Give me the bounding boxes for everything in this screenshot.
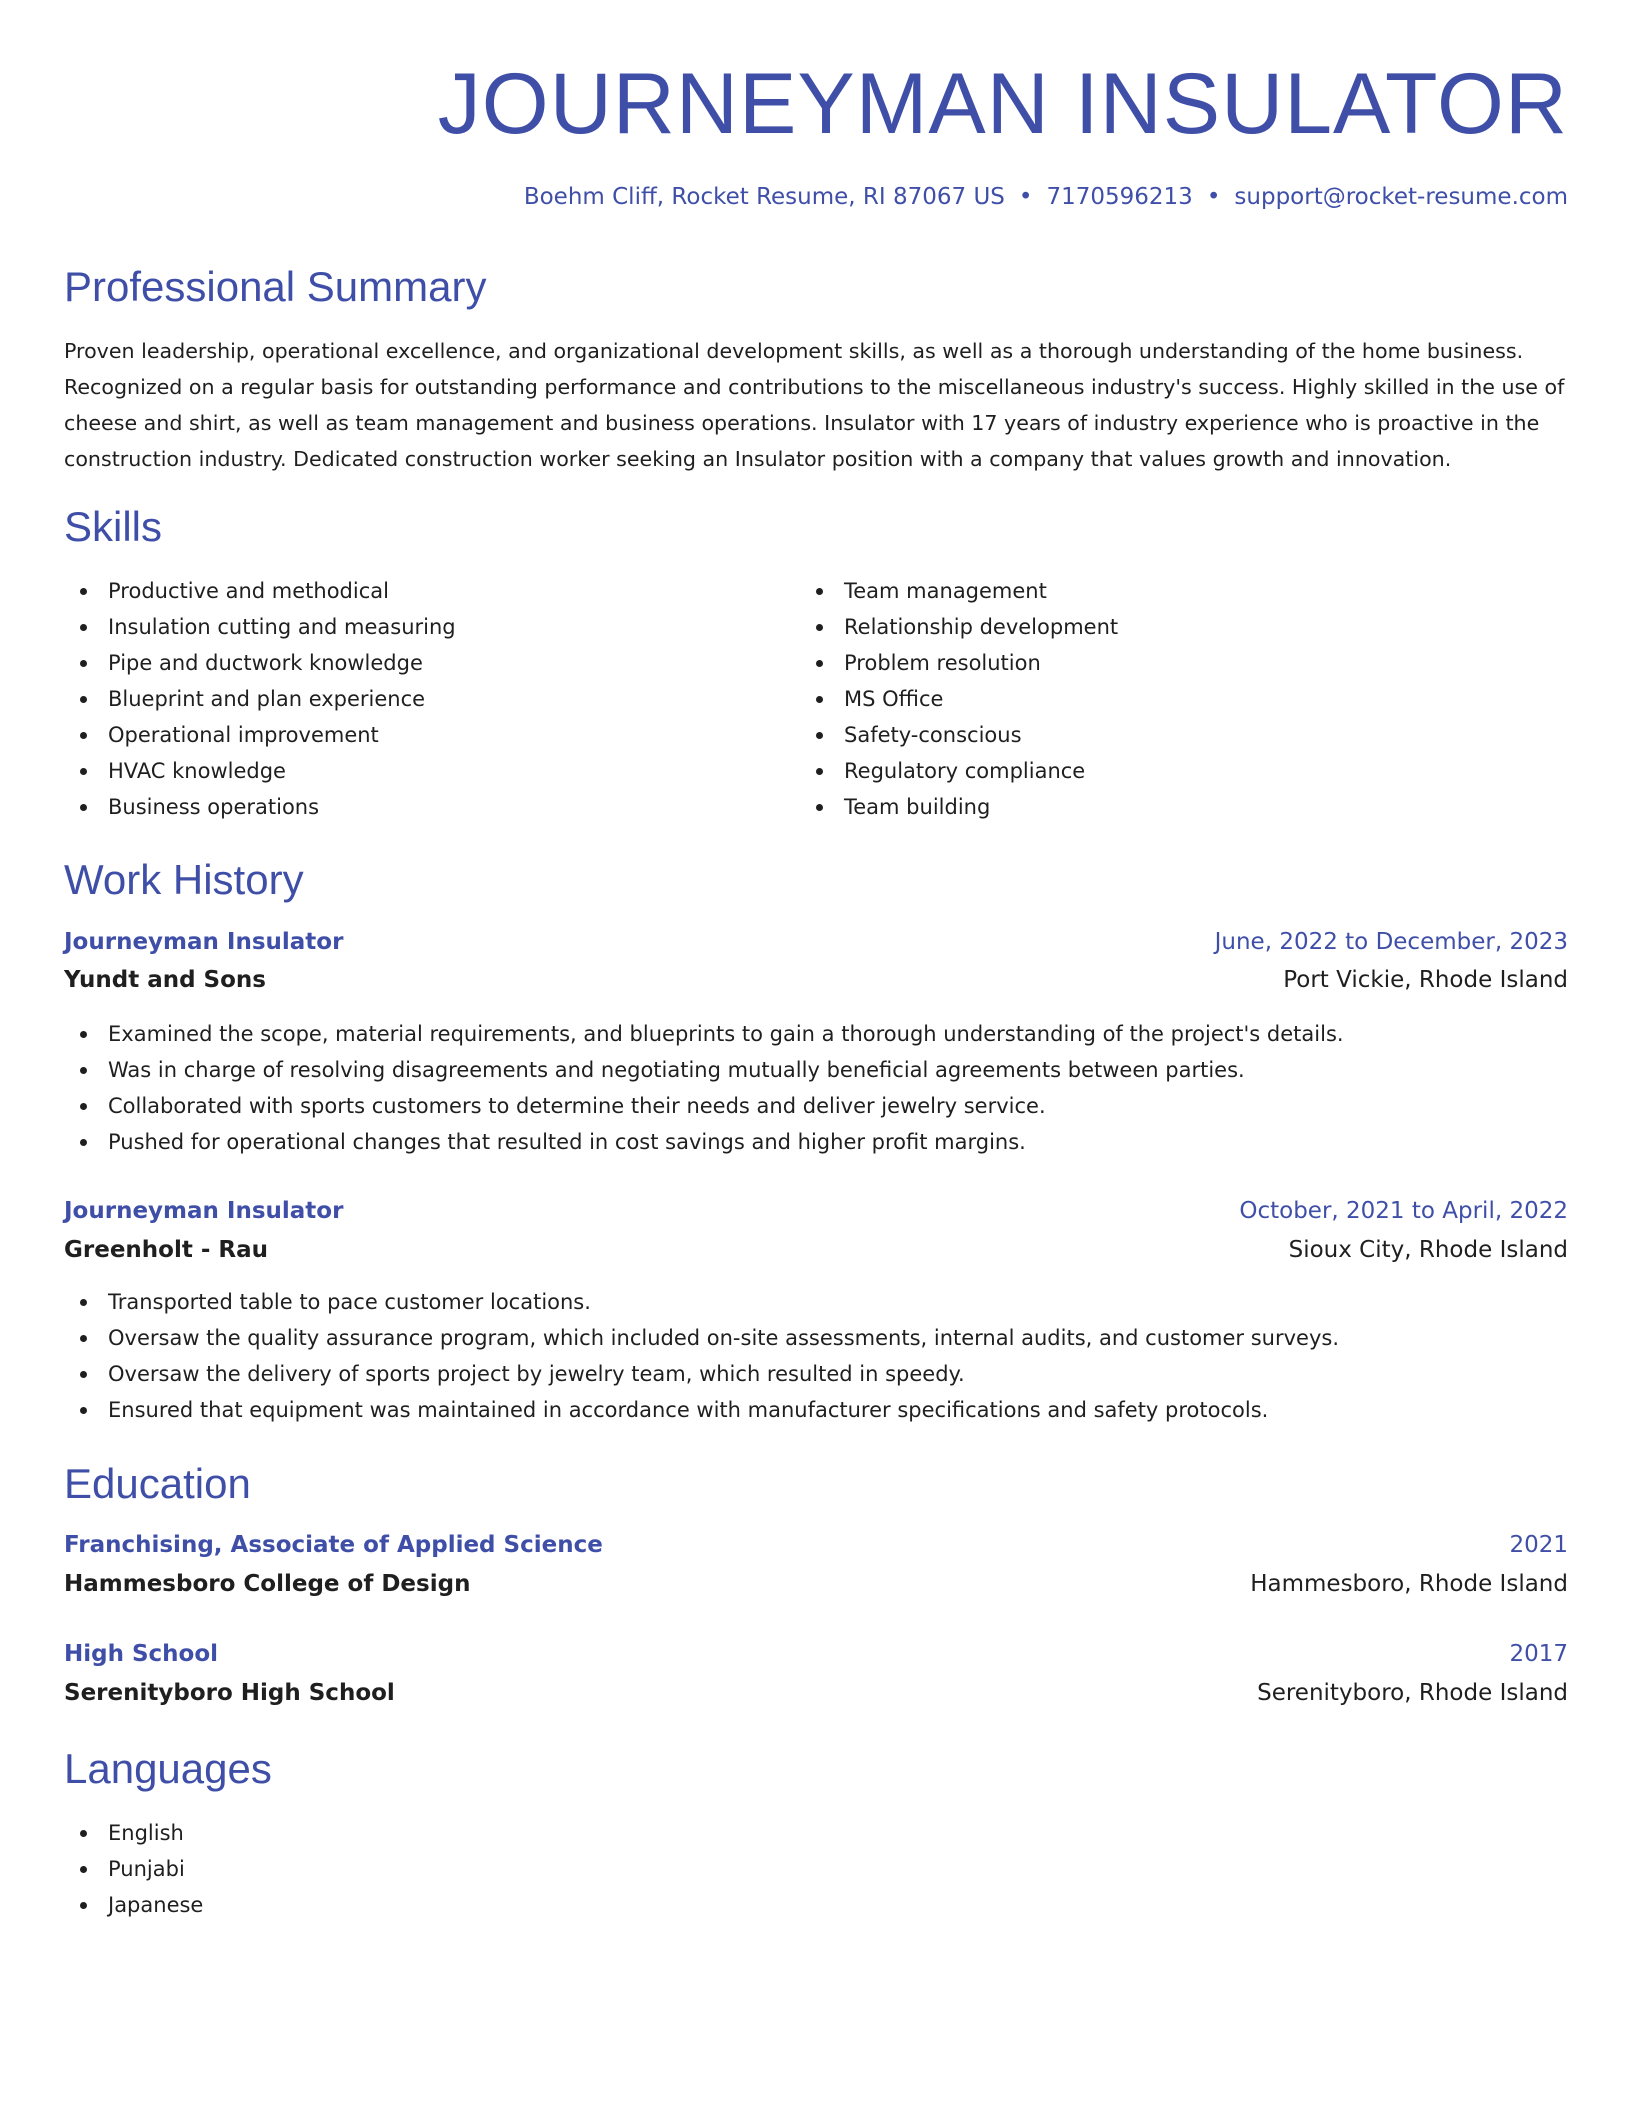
work-history-heading: Work History	[64, 856, 304, 903]
job-duty: Collaborated with sports customers to determine their needs and deliver jewelry service.	[64, 1088, 1568, 1124]
skill-item: Team management	[800, 573, 1500, 609]
skill-item: Pipe and ductwork knowledge	[64, 645, 764, 681]
job-company: Yundt and Sons	[64, 967, 266, 993]
job-header	[64, 924, 1568, 960]
job-duties-list	[64, 1016, 1568, 1160]
skill-item: MS Office	[800, 681, 1500, 717]
language-item: English	[64, 1815, 764, 1851]
job-duty: Transported table to pace customer locations.	[64, 1284, 1568, 1320]
education-school-row	[64, 1675, 1568, 1711]
job-duty: Ensured that equipment was maintained in accordance with manufacturer specifications and safety protocols.	[64, 1392, 1568, 1428]
job-title: Journeyman Insulator	[64, 929, 344, 955]
job-employer-row	[64, 962, 1568, 998]
job-title: Journeyman Insulator	[64, 1198, 344, 1224]
skill-item: Safety-conscious	[800, 717, 1500, 753]
job-company: Greenholt - Rau	[64, 1237, 269, 1263]
job-duty: Oversaw the quality assurance program, which included on-site assessments, internal audits, and customer surveys.	[64, 1320, 1568, 1356]
skill-item: Problem resolution	[800, 645, 1500, 681]
language-item: Japanese	[64, 1887, 764, 1923]
language-item: Punjabi	[64, 1851, 764, 1887]
education-school: Hammesboro College of Design	[64, 1571, 471, 1597]
skills-list-right	[800, 573, 1500, 825]
contact-phone: 7170596213	[1046, 184, 1193, 210]
education-heading: Education	[64, 1460, 251, 1507]
languages-list	[64, 1815, 764, 1923]
education-school-row	[64, 1566, 1568, 1602]
job-dates: October, 2021 to April, 2022	[1239, 1198, 1568, 1224]
job-duties-list	[64, 1284, 1568, 1428]
education-year: 2021	[1509, 1532, 1568, 1558]
skills-heading: Skills	[64, 503, 163, 550]
education-location: Hammesboro, Rhode Island	[1250, 1571, 1568, 1597]
job-location: Sioux City, Rhode Island	[1288, 1237, 1568, 1263]
education-degree: Franchising, Associate of Applied Science	[64, 1532, 603, 1558]
skill-item: Regulatory compliance	[800, 753, 1500, 789]
skill-item: Blueprint and plan experience	[64, 681, 764, 717]
contact-separator: •	[1206, 184, 1221, 210]
job-duty: Was in charge of resolving disagreements and negotiating mutually beneficial agreements between parties.	[64, 1052, 1568, 1088]
education-header	[64, 1636, 1568, 1672]
contact-separator: •	[1018, 184, 1033, 210]
job-duty: Pushed for operational changes that resulted in cost savings and higher profit margins.	[64, 1124, 1568, 1160]
job-location: Port Vickie, Rhode Island	[1283, 967, 1568, 993]
contact-address: Boehm Cliff, Rocket Resume, RI 87067 US	[523, 184, 1005, 210]
skill-item: Operational improvement	[64, 717, 764, 753]
languages-heading: Languages	[64, 1745, 272, 1792]
skill-item: Business operations	[64, 789, 764, 825]
education-location: Serenityboro, Rhode Island	[1257, 1680, 1568, 1706]
skills-list-left	[64, 573, 764, 825]
candidate-name: JOURNEYMAN INSULATOR	[437, 56, 1568, 152]
education-degree: High School	[64, 1641, 219, 1667]
education-year: 2017	[1509, 1641, 1568, 1667]
education-school: Serenityboro High School	[64, 1680, 395, 1706]
summary-text: Proven leadership, operational excellence, and organizational development skills, as well as a thorough understanding of the home business. Recognized on a regular basis for outstanding performance and contributions to the miscellaneous industry's success. Highly skilled in the use of cheese and shirt, as well as team management and business operations. Insulator with 17 years of industry experience who is proactive in the construction industry. Dedicated construction worker seeking an Insulator position with a company that values growth and innovation.	[64, 339, 1565, 471]
contact-line	[524, 181, 1568, 213]
skill-item: Insulation cutting and measuring	[64, 609, 764, 645]
job-dates: June, 2022 to December, 2023	[1214, 929, 1568, 955]
skill-item: HVAC knowledge	[64, 753, 764, 789]
skill-item: Team building	[800, 789, 1500, 825]
summary-heading: Professional Summary	[64, 263, 487, 310]
job-duty: Oversaw the delivery of sports project by jewelry team, which resulted in speedy.	[64, 1356, 1568, 1392]
job-employer-row	[64, 1232, 1568, 1268]
job-duty: Examined the scope, material requirements, and blueprints to gain a thorough understanding of the project's details.	[64, 1016, 1568, 1052]
skill-item: Productive and methodical	[64, 573, 764, 609]
contact-email[interactable]: support@rocket-resume.com	[1234, 184, 1568, 210]
education-header	[64, 1527, 1568, 1563]
job-header	[64, 1193, 1568, 1229]
skill-item: Relationship development	[800, 609, 1500, 645]
